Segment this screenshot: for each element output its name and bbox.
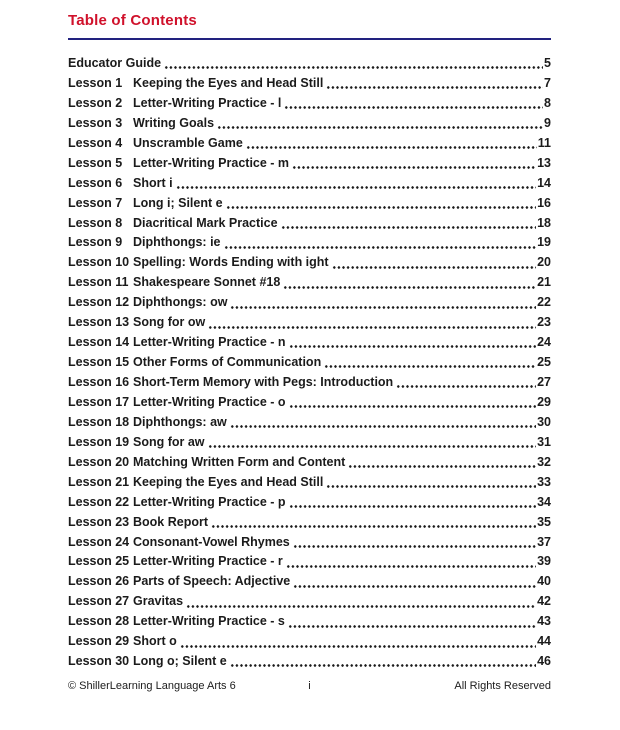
- dot-leader: [208, 433, 537, 453]
- dot-leader: [186, 592, 536, 612]
- page-number: 13: [537, 155, 551, 170]
- entry-title: Writing Goals: [133, 115, 215, 130]
- footer-page-roman: i: [308, 680, 311, 693]
- dot-leader: [332, 253, 537, 273]
- toc-entry: [68, 154, 551, 174]
- dot-leader: [224, 233, 537, 253]
- page-number: 44: [537, 634, 551, 649]
- page-number: 11: [537, 135, 551, 150]
- title-divider-rule: [68, 38, 551, 40]
- toc-entry: [68, 94, 551, 114]
- lesson-number: Lesson 6: [68, 175, 123, 190]
- lesson-number: Lesson 24: [68, 534, 130, 549]
- entry-title: Keeping the Eyes and Head Still: [133, 75, 324, 90]
- dot-leader: [217, 114, 543, 134]
- page-title: Table of Contents: [68, 12, 197, 29]
- dot-leader: [246, 134, 537, 154]
- lesson-number: Lesson 27: [68, 594, 130, 609]
- lesson-number: Lesson 1: [68, 75, 123, 90]
- dot-leader: [281, 214, 537, 234]
- toc-entry: [68, 174, 551, 194]
- entry-title: Long i; Silent e: [133, 195, 223, 210]
- dot-leader: [180, 632, 536, 652]
- lesson-number: Lesson 26: [68, 574, 130, 589]
- footer-rights: All Rights Reserved: [454, 680, 551, 693]
- entry-title: Song for aw: [133, 434, 205, 449]
- dot-leader: [288, 612, 536, 632]
- dot-leader: [396, 373, 536, 393]
- dot-leader: [284, 94, 543, 114]
- toc-entry: [68, 194, 551, 214]
- page-number: 27: [537, 375, 551, 389]
- page-number: 35: [537, 514, 551, 529]
- toc-entry: [68, 552, 551, 572]
- toc-entry: [68, 74, 551, 94]
- toc-list: [68, 54, 551, 672]
- page-number: 21: [537, 275, 551, 290]
- toc-entry: [68, 612, 551, 632]
- entry-title: Short-Term Memory with Pegs: Introduction: [133, 375, 394, 389]
- dot-leader: [230, 652, 536, 672]
- page-number: 43: [537, 614, 551, 629]
- toc-entry: [68, 493, 551, 513]
- toc-entry: [68, 293, 551, 313]
- toc-entry: [68, 253, 551, 273]
- toc-entry: [68, 134, 551, 154]
- page-number: 8: [544, 95, 551, 110]
- page-number: 37: [537, 534, 551, 549]
- page-number: 31: [537, 434, 551, 449]
- lesson-number: Lesson 12: [68, 295, 130, 310]
- lesson-number: Lesson 23: [68, 514, 130, 529]
- lesson-number: Lesson 2: [68, 95, 123, 110]
- lesson-number: Lesson 28: [68, 614, 130, 629]
- entry-title: Matching Written Form and Content: [133, 454, 346, 469]
- page-number: 5: [544, 56, 551, 70]
- entry-title: Diacritical Mark Practice: [133, 215, 278, 230]
- entry-title: Letter-Writing Practice - p: [133, 494, 286, 509]
- lesson-number: Lesson 9: [68, 235, 123, 250]
- lesson-number: Lesson 29: [68, 634, 130, 649]
- entry-title: Unscramble Game: [133, 135, 243, 150]
- entry-title: Keeping the Eyes and Head Still: [133, 474, 324, 489]
- lesson-number: Lesson 21: [68, 474, 130, 489]
- toc-entry: [68, 233, 551, 253]
- toc-entry: [68, 433, 551, 453]
- page-number: 18: [537, 215, 551, 230]
- toc-entry: [68, 413, 551, 433]
- toc-entry: [68, 214, 551, 234]
- toc-entry: [68, 513, 551, 533]
- page-number: 33: [537, 474, 551, 489]
- lesson-number: Lesson 7: [68, 195, 123, 210]
- page-number: 22: [537, 295, 551, 310]
- toc-entry: [68, 333, 551, 353]
- entry-title: Long o; Silent e: [133, 654, 227, 669]
- dot-leader: [293, 572, 536, 592]
- toc-entry: [68, 473, 551, 493]
- entry-title: Letter-Writing Practice - n: [133, 335, 286, 350]
- entry-title: Letter-Writing Practice - o: [133, 394, 286, 409]
- dot-leader: [208, 313, 536, 333]
- lesson-number: Lesson 13: [68, 315, 130, 330]
- entry-title: Short i: [133, 175, 173, 190]
- lesson-number: Lesson 11: [68, 275, 129, 290]
- page-number: 29: [537, 394, 551, 409]
- entry-title: Other Forms of Communication: [133, 355, 322, 370]
- page-number: 32: [537, 454, 551, 469]
- entry-title: Book Report: [133, 514, 208, 529]
- dot-leader: [286, 552, 536, 572]
- page-number: 19: [537, 235, 551, 250]
- page-number: 42: [537, 594, 551, 609]
- page-number: 46: [537, 654, 551, 669]
- dot-leader: [289, 333, 537, 353]
- lesson-number: Lesson 19: [68, 434, 130, 449]
- lesson-number: Lesson 16: [68, 375, 130, 389]
- page-footer: [68, 679, 551, 693]
- dot-leader: [176, 174, 537, 194]
- page-number: 40: [537, 574, 551, 589]
- entry-title: Short o: [133, 634, 177, 649]
- toc-entry: [68, 373, 551, 393]
- toc-entry: [68, 632, 551, 652]
- toc-entry: [68, 273, 551, 293]
- entry-title: Diphthongs: ow: [133, 295, 228, 310]
- entry-title: Letter-Writing Practice - m: [133, 155, 290, 170]
- page-number: 9: [544, 115, 551, 130]
- toc-entry: [68, 353, 551, 373]
- lesson-number: Lesson 8: [68, 215, 123, 230]
- lesson-number: Lesson 25: [68, 554, 130, 569]
- entry-title: Educator Guide: [68, 56, 162, 70]
- entry-title: Parts of Speech: Adjective: [133, 574, 291, 589]
- dot-leader: [292, 154, 536, 174]
- dot-leader: [348, 453, 536, 473]
- toc-entry: [68, 652, 551, 672]
- entry-title: Diphthongs: aw: [133, 414, 227, 429]
- page-number: 24: [537, 335, 551, 350]
- entry-title: Song for ow: [133, 315, 206, 330]
- page-number: 39: [537, 554, 551, 569]
- entry-title: Shakespeare Sonnet #18: [133, 275, 281, 290]
- toc-entry: [68, 393, 551, 413]
- dot-leader: [289, 393, 537, 413]
- dot-leader: [230, 413, 536, 433]
- lesson-number: Lesson 30: [68, 654, 130, 669]
- dot-leader: [293, 533, 536, 553]
- dot-leader: [164, 54, 543, 74]
- footer-copyright: © ShillerLearning Language Arts 6: [68, 680, 236, 693]
- page-number: 20: [537, 255, 551, 270]
- lesson-number: Lesson 17: [68, 394, 130, 409]
- toc-entry: [68, 114, 551, 134]
- page-number: 23: [537, 315, 551, 330]
- lesson-number: Lesson 20: [68, 454, 130, 469]
- lesson-number: Lesson 22: [68, 494, 130, 509]
- toc-entry: [68, 54, 551, 74]
- toc-entry: [68, 572, 551, 592]
- dot-leader: [230, 293, 536, 313]
- lesson-number: Lesson 5: [68, 155, 123, 170]
- page-number: 7: [544, 75, 551, 90]
- lesson-number: Lesson 10: [68, 255, 130, 270]
- page-number: 25: [537, 355, 551, 370]
- entry-title: Spelling: Words Ending with ight: [133, 255, 329, 270]
- page-number: 34: [537, 494, 551, 509]
- toc-entry: [68, 313, 551, 333]
- lesson-number: Lesson 4: [68, 135, 123, 150]
- dot-leader: [211, 513, 536, 533]
- dot-leader: [324, 353, 536, 373]
- page-number: 30: [537, 414, 551, 429]
- page-number: 16: [537, 195, 551, 210]
- dot-leader: [326, 473, 536, 493]
- entry-title: Consonant-Vowel Rhymes: [133, 534, 290, 549]
- entry-title: Letter-Writing Practice - r: [133, 554, 283, 569]
- dot-leader: [226, 194, 537, 214]
- lesson-number: Lesson 18: [68, 414, 130, 429]
- entry-title: Diphthongs: ie: [133, 235, 221, 250]
- dot-leader: [326, 74, 543, 94]
- toc-entry: [68, 592, 551, 612]
- lesson-number: Lesson 3: [68, 115, 123, 130]
- dot-leader: [289, 493, 537, 513]
- entry-title: Letter-Writing Practice - l: [133, 95, 282, 110]
- entry-title: Gravitas: [133, 594, 184, 609]
- lesson-number: Lesson 15: [68, 355, 130, 370]
- toc-entry: [68, 533, 551, 553]
- entry-title: Letter-Writing Practice - s: [133, 614, 285, 629]
- lesson-number: Lesson 14: [68, 335, 130, 350]
- toc-entry: [68, 453, 551, 473]
- dot-leader: [283, 273, 536, 293]
- page-number: 14: [537, 175, 551, 190]
